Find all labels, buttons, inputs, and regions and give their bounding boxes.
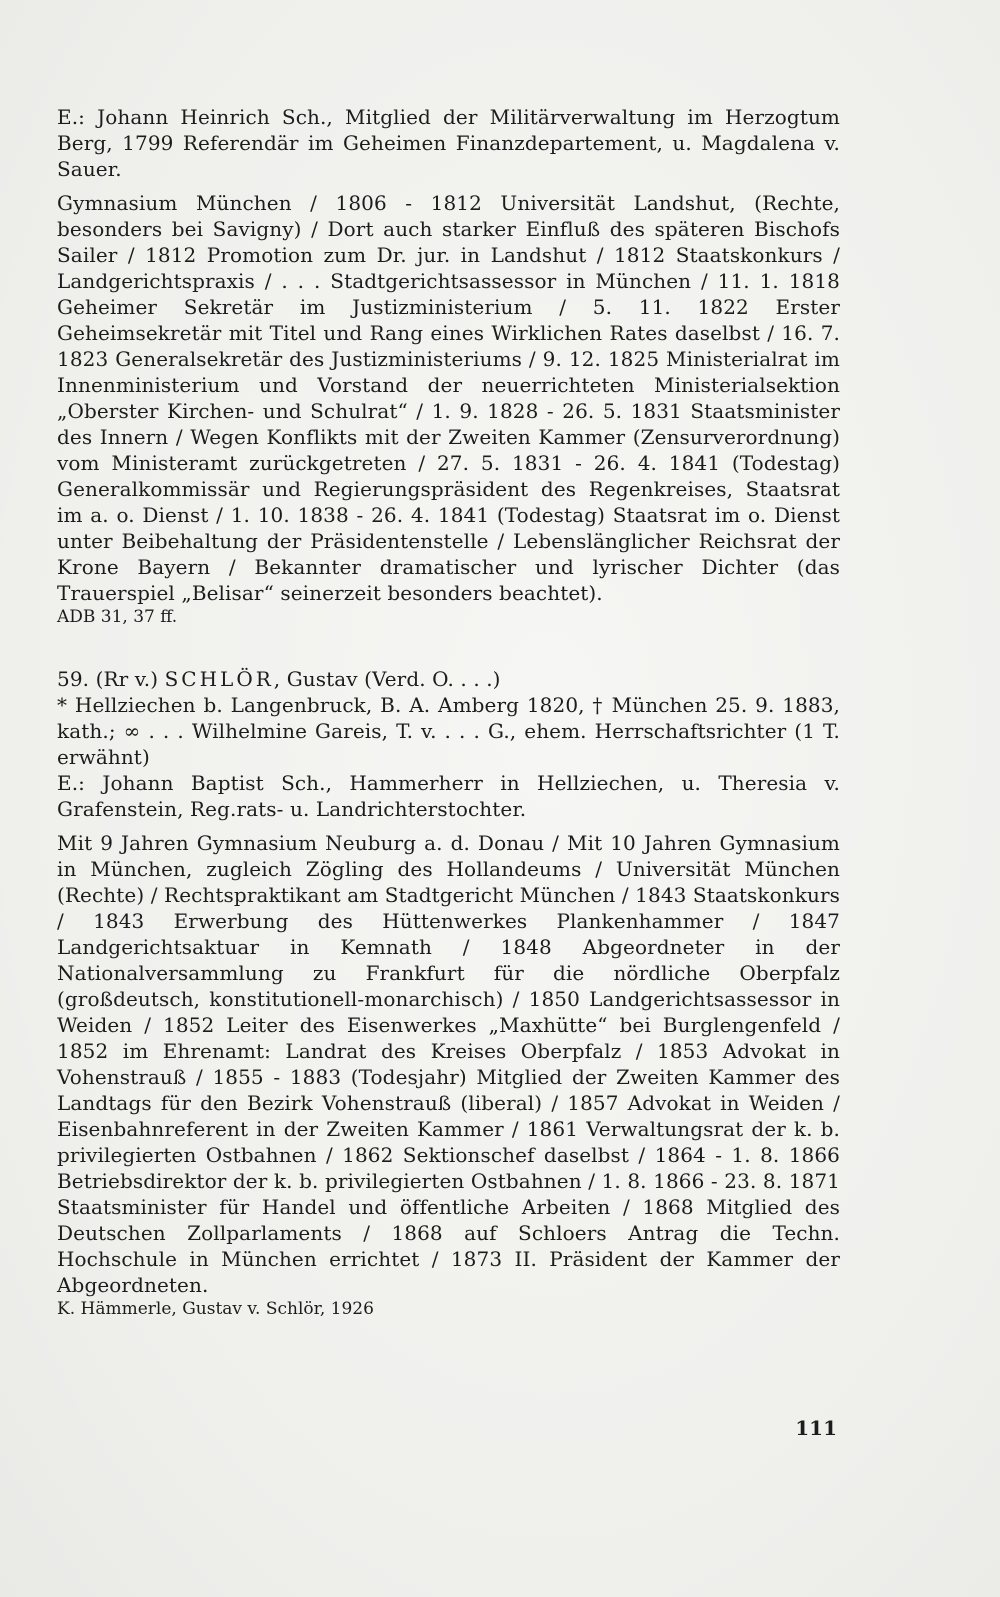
entry59-heading xyxy=(57,666,840,692)
entry58-parents: E.: Johann Heinrich Sch., Mitglied der Militärverwaltung im Herzogtum Berg, 1799 Referendär im Geheimen Finanzdepartement, u. Magdalena v. Sauer. xyxy=(57,105,840,181)
entry59-career: Mit 9 Jahren Gymnasium Neuburg a. d. Donau / Mit 10 Jahren Gymnasium in München, zugleich Zögling des Hollandeums / Universität München (Rechte) / Rechtspraktikant am Stadtgericht München / 1843 Staatskonkurs / 1843 Erwerbung des Hüttenwerkes Plankenhammer / 1847 Landgerichtsaktuar in Kemnath / 1848 Abgeordneter in der Nationalversammlung zu Frankfurt für die nördliche Oberpfalz (großdeutsch, konstitutionell-monarchisch) / 1850 Landgerichtsassessor in Weiden / 1852 Leiter des Eisenwerkes „Maxhütte“ bei Burglengenfeld / 1852 im Ehrenamt: Landrat des Kreises Oberpfalz / 1853 Advokat in Vohenstrauß / 1855 - 1883 (Todesjahr) Mitglied der Zweiten Kammer des Landtags für den Bezirk Vohenstrauß (liberal) / 1857 Advokat in Weiden / Eisenbahnreferent in der Zweiten Kammer / 1861 Verwaltungsrat der k. b. privilegierten Ostbahnen / 1862 Sektionschef daselbst / 1864 - 1. 8. 1866 Betriebsdirektor der k. b. privilegierten Ostbahnen / 1. 8. 1866 - 23. 8. 1871 Staatsminister für Handel und öffentliche Arbeiten / 1868 Mitglied des Deutschen Zollparlaments / 1868 auf Schloers Antrag die Techn. Hochschule in München errichtet / 1873 II. Präsident der Kammer der Abgeordneten. xyxy=(57,831,840,1297)
entry59-surname: SCHLÖR xyxy=(164,667,274,691)
entry59-number: 59. (Rr v.) xyxy=(57,667,165,691)
page-number: 111 xyxy=(795,1416,837,1440)
page-text xyxy=(57,104,840,1320)
entry59-parents: E.: Johann Baptist Sch., Hammerherr in Hellziechen, u. Theresia v. Grafenstein, Reg.rats- u. Landrichterstochter. xyxy=(57,771,840,821)
entry59-name-suffix: , Gustav (Verd. O. . . .) xyxy=(273,667,501,691)
entry59-reference: K. Hämmerle, Gustav v. Schlör, 1926 xyxy=(57,1299,374,1319)
entry58-reference: ADB 31, 37 ff. xyxy=(57,607,178,627)
entry59-birth-death: * Hellziechen b. Langenbruck, B. A. Amberg 1820, † München 25. 9. 1883, kath.; ∞ . . . Wilhelmine Gareis, T. v. . . . G., ehem. Herrschaftsrichter (1 T. erwähnt) xyxy=(57,693,840,769)
entry58-career: Gymnasium München / 1806 - 1812 Universität Landshut, (Rechte, besonders bei Savigny) / Dort auch starker Einfluß des späteren Bischofs Sailer / 1812 Promotion zum Dr. jur. in Landshut / 1812 Staatskonkurs / Landgerichtspraxis / . . . Stadtgerichtsassessor in München / 11. 1. 1818 Geheimer Sekretär im Justizministerium / 5. 11. 1822 Erster Geheimsekretär mit Titel und Rang eines Wirklichen Rates daselbst / 16. 7. 1823 Generalsekretär des Justizministeriums / 9. 12. 1825 Ministerialrat im Innenministerium und Vorstand der neuerrichteten Ministerialsektion „Oberster Kirchen- und Schulrat“ / 1. 9. 1828 - 26. 5. 1831 Staatsminister des Innern / Wegen Konflikts mit der Zweiten Kammer (Zensurverordnung) vom Ministeramt zurückgetreten / 27. 5. 1831 - 26. 4. 1841 (Todestag) Generalkommissär und Regierungspräsident des Regenkreises, Staatsrat im a. o. Dienst / 1. 10. 1838 - 26. 4. 1841 (Todestag) Staatsrat im o. Dienst unter Beibehaltung der Präsidentenstelle / Lebenslänglicher Reichsrat der Krone Bayern / Bekannter dramatischer und lyrischer Dichter (das Trauerspiel „Belisar“ seinerzeit besonders beachtet). xyxy=(57,191,840,605)
